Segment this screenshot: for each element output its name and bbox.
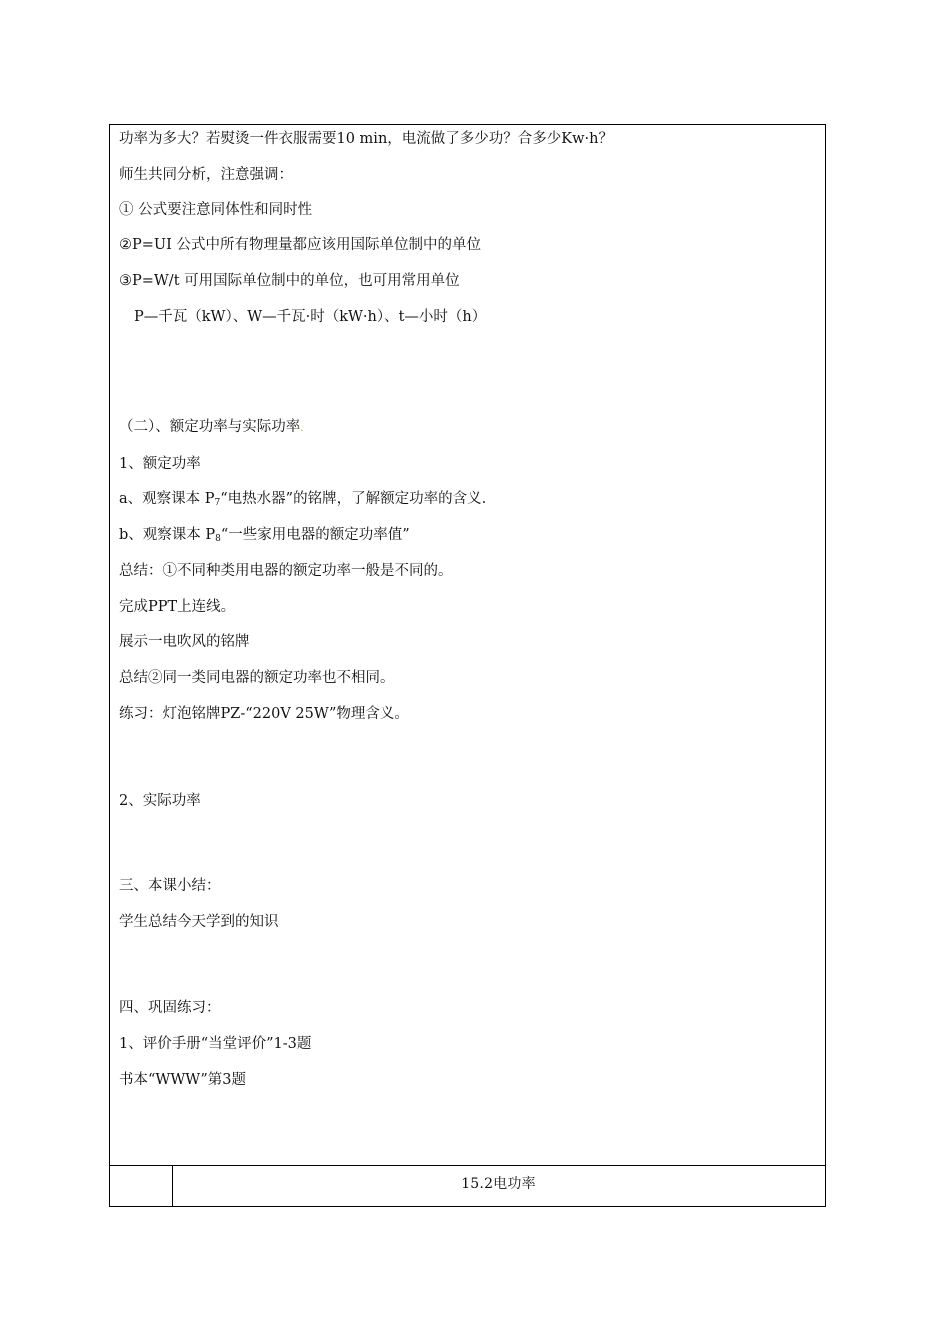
- footer-title: 15.2电功率: [461, 1176, 536, 1192]
- text-span: b、观察课本 P: [119, 527, 216, 543]
- text-line: 书本“WWW”第3题: [119, 1072, 247, 1088]
- lesson-content-cell: [110, 125, 825, 1165]
- lesson-table: [109, 124, 826, 1207]
- text-line: 师生共同分析，注意强调：: [119, 167, 293, 183]
- text-line: ③P=W/t 可用国际单位制中的单位，也可用常用单位: [119, 273, 460, 289]
- text-line: 学生总结今天学到的知识: [119, 914, 279, 930]
- subscript: 7: [214, 498, 221, 508]
- section-heading: [119, 418, 303, 438]
- text-line: [119, 526, 410, 548]
- section-heading: 四、巩固练习：: [119, 1000, 221, 1016]
- text-line: P—千瓦（kW）、W—千瓦·时（kW·h）、t—小时（h）: [134, 309, 487, 325]
- text-line: 1、评价手册“当堂评价”1-3题: [119, 1036, 312, 1052]
- section-heading-text: （二）、额定功率与实际功率: [119, 419, 301, 435]
- text-line: 完成PPT上连线。: [119, 599, 236, 615]
- text-line: 2、实际功率: [119, 793, 201, 809]
- text-span: a、观察课本 P: [119, 491, 215, 507]
- text-line: 展示一电吹风的铭牌: [119, 634, 250, 650]
- mark-dot: .: [300, 423, 304, 434]
- text-line: 练习：灯泡铭牌PZ-“220V 25W”物理含义。: [119, 706, 409, 722]
- text-line: 总结：①不同种类用电器的额定功率一般是不同的。: [119, 563, 453, 579]
- text-line: ②P=UI 公式中所有物理量都应该用国际单位制中的单位: [119, 237, 481, 253]
- text-span: “一些家用电器的额定功率值”: [220, 527, 410, 543]
- footer-row: [110, 1165, 825, 1206]
- section-heading: 三、本课小结：: [119, 878, 221, 894]
- text-span: “电热水器”的铭牌，了解额定功率的含义.: [220, 491, 487, 507]
- text-line: 总结②同一类同电器的额定功率也不相同。: [119, 670, 395, 686]
- text-line: [119, 490, 486, 512]
- footer-empty-cell: [110, 1166, 173, 1206]
- text-line: 功率为多大？若熨烫一件衣服需要10 min，电流做了多少功？合多少Kw·h？: [119, 131, 613, 147]
- subscript: 8: [215, 534, 221, 544]
- text-line: ① 公式要注意同体性和同时性: [119, 202, 313, 218]
- text-line: 1、额定功率: [119, 456, 201, 472]
